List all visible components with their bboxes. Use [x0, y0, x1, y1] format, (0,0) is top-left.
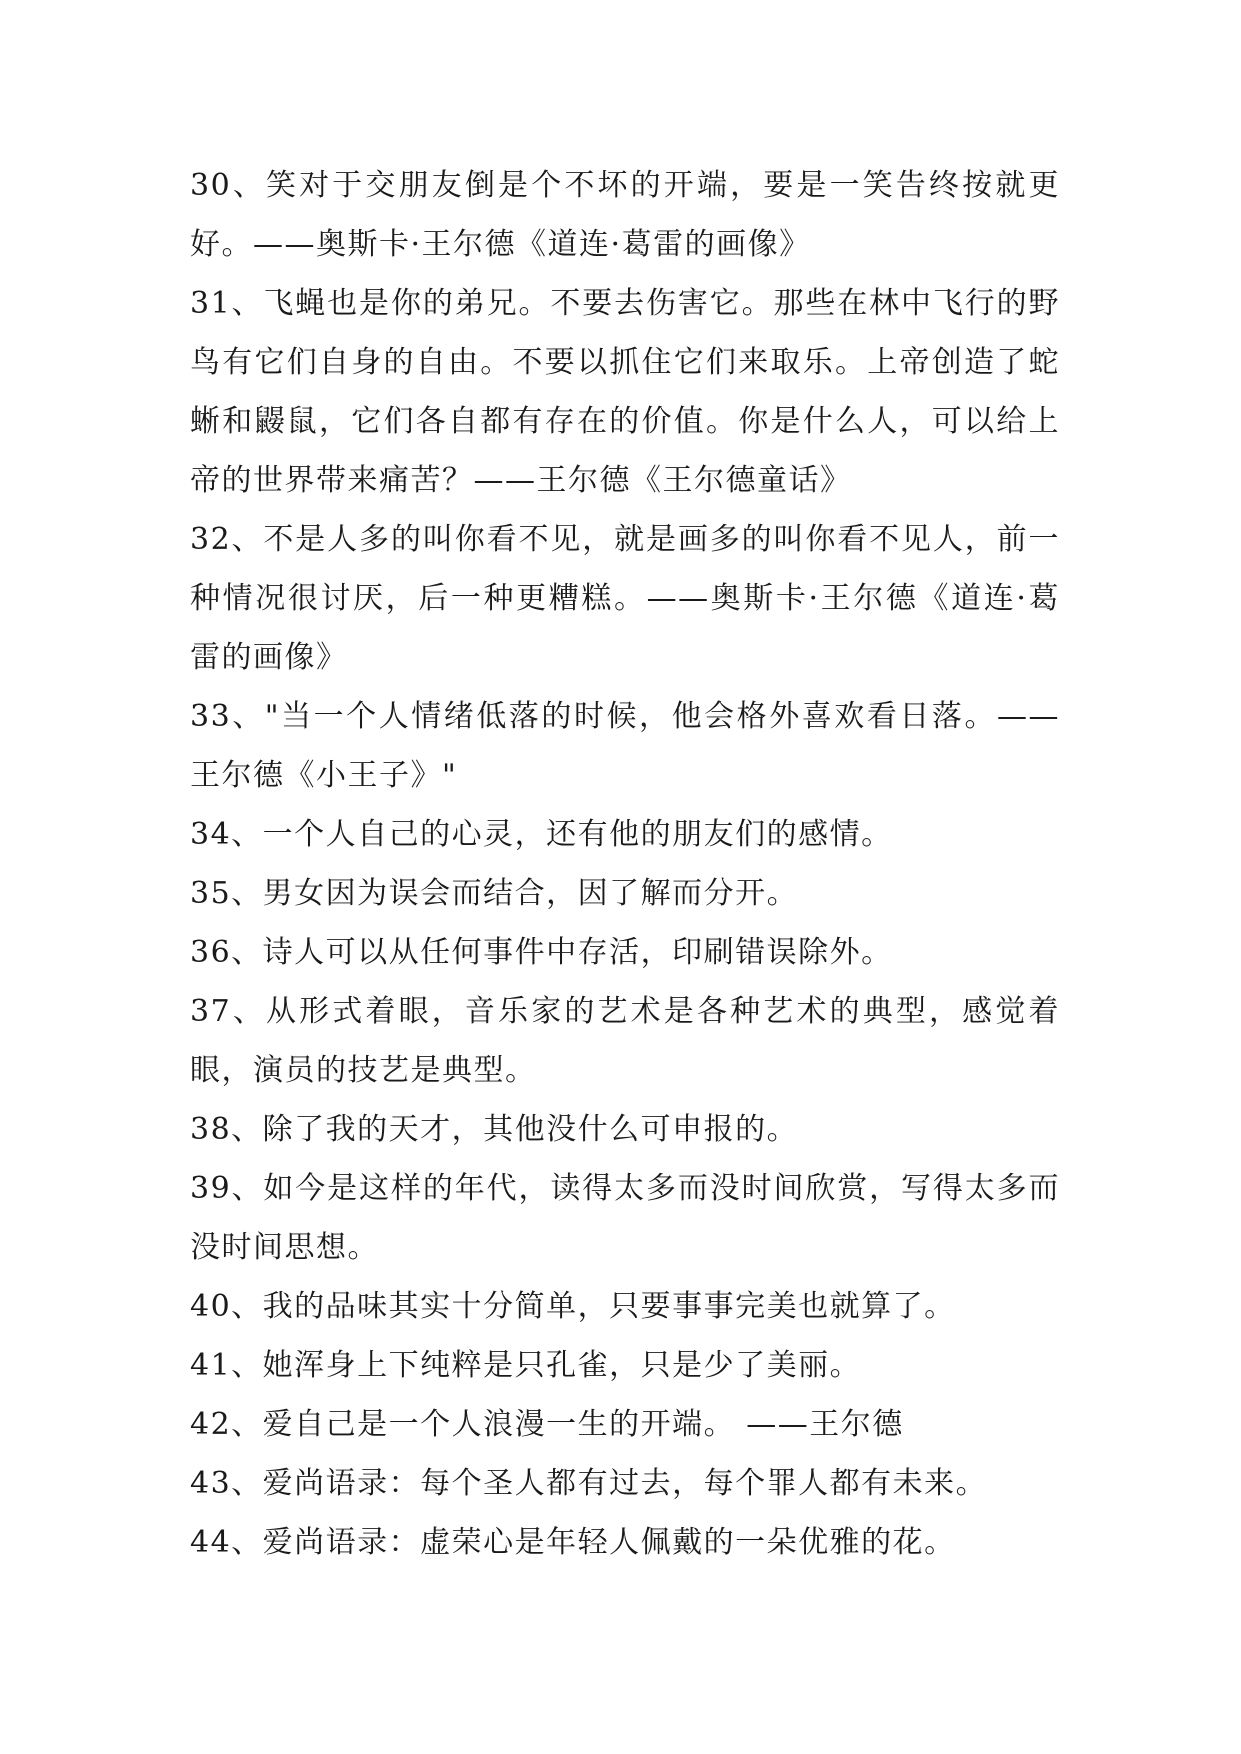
quote-31: 31、飞蝇也是你的弟兄。不要去伤害它。那些在林中飞行的野鸟有它们自身的自由。不要以抓住它们来取乐。上帝创造了蛇蜥和鼹鼠，它们各自都有存在的价值。你是什么人，可以给上帝的世界带来痛苦？——王尔德《王尔德童话》 [190, 286, 1060, 498]
quote-44: 44、爱尚语录：虚荣心是年轻人佩戴的一朵优雅的花。 [190, 1525, 956, 1560]
quote-30: 30、笑对于交朋友倒是个不坏的开端，要是一笑告终按就更好。——奥斯卡·王尔德《道连·葛雷的画像》 [190, 168, 1060, 262]
quote-41: 41、她浑身上下纯粹是只孔雀，只是少了美丽。 [190, 1348, 862, 1383]
quote-34: 34、一个人自己的心灵，还有他的朋友们的感情。 [190, 817, 893, 852]
quote-42: 42、爱自己是一个人浪漫一生的开端。 ——王尔德 [190, 1407, 904, 1442]
quote-43: 43、爱尚语录：每个圣人都有过去，每个罪人都有未来。 [190, 1466, 988, 1501]
quote-32: 32、不是人多的叫你看不见，就是画多的叫你看不见人，前一种情况很讨厌，后一种更糟糕。——奥斯卡·王尔德《道连·葛雷的画像》 [190, 522, 1060, 675]
quote-37: 37、从形式着眼，音乐家的艺术是各种艺术的典型，感觉着眼，演员的技艺是典型。 [190, 994, 1060, 1088]
quote-33: 33、"当一个人情绪低落的时候，他会格外喜欢看日落。——王尔德《小王子》" [190, 699, 1060, 793]
quote-list [190, 156, 1060, 1572]
quote-40: 40、我的品味其实十分简单，只要事事完美也就算了。 [190, 1289, 956, 1324]
quote-38: 38、除了我的天才，其他没什么可申报的。 [190, 1112, 799, 1147]
quote-39: 39、如今是这样的年代，读得太多而没时间欣赏，写得太多而没时间思想。 [190, 1171, 1060, 1265]
quote-36: 36、诗人可以从任何事件中存活，印刷错误除外。 [190, 935, 893, 970]
quote-35: 35、男女因为误会而结合，因了解而分开。 [190, 876, 799, 911]
